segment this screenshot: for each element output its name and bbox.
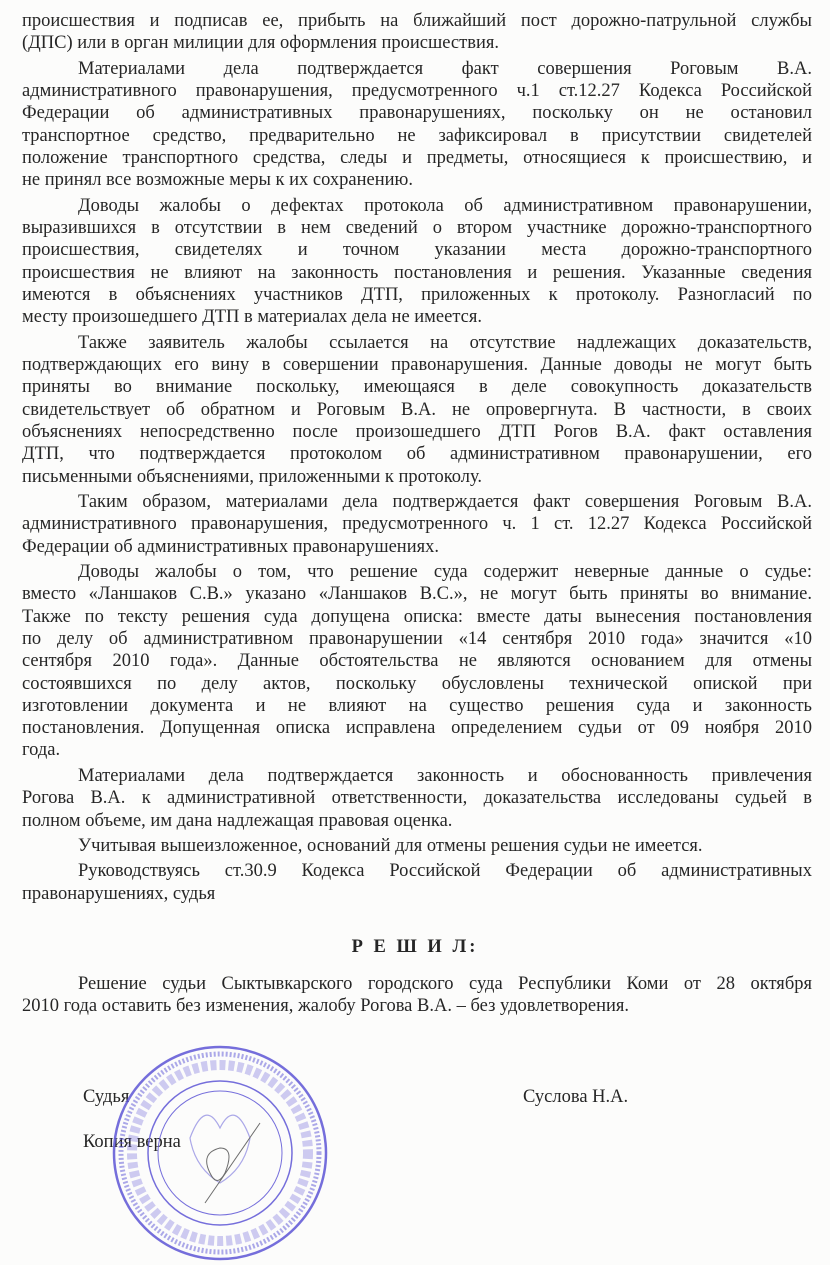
text-line: состоявшихся по делу актов, поскольку обусловлены технической опиской при [22,673,812,694]
text-line-wrap [22,102,812,124]
text-line: Федерации об административных правонарушениях. [22,536,439,557]
text-line: приняты во внимание поскольку, имеющаяся в деле совокупность доказательств [22,377,812,398]
text-line: Материалами дела подтверждается факт совершения Роговым В.А. [78,58,812,79]
text-line-wrap [22,765,812,787]
text-line: полном объеме, им дана надлежащая правовая оценка. [22,810,453,831]
judge-label: Судья [83,1087,130,1107]
text-line-wrap [22,147,812,169]
court-seal-stamp [110,1043,330,1263]
text-line: объяснениях непосредственно после произошедшего ДТП Рогов В.А. факт оставления [22,421,812,442]
text-line-wrap [22,399,812,421]
text-line-wrap [22,583,812,605]
text-line-wrap [22,513,812,535]
signature-scribble [205,1123,260,1203]
text-line: Доводы жалобы о дефектах протокола об административном правонарушении, [78,195,812,216]
text-line-wrap [22,561,812,583]
text-line: происшествия, свидетелях и точном указании места дорожно-транспортного [22,240,812,261]
text-line-wrap [22,860,812,882]
text-line-wrap [22,466,812,488]
text-line-wrap [22,376,812,398]
text-line: не принял все возможные меры к их сохранению. [22,170,413,191]
text-line-wrap [22,32,812,54]
text-line: транспортное средство, предварительно не зафиксировал в присутствии свидетелей [22,125,812,146]
resolution-paragraph [22,973,812,1018]
resolution-line: 2010 года оставить без изменения, жалобу Рогова В.А. – без удовлетворения. [22,996,630,1017]
text-line: года. [22,740,61,761]
text-line: Учитывая вышеизложенное, оснований для отмены решения судьи не имеется. [78,836,703,856]
text-line-wrap [22,787,812,809]
text-line: Руководствуясь ст.30.9 Кодекса Российской Федерации об административных [78,861,812,882]
text-line-wrap [22,354,812,376]
text-line: месту произошедшего ДТП в материалах дела не имеется. [22,307,482,328]
text-line-wrap [22,80,812,102]
text-line: письменными объяснениями, приложенными к протоколу. [22,466,483,487]
text-line: выразившихся в отсутствии в нем сведений о втором участнике дорожно-транспортного [22,218,812,239]
text-line: происшествия не влияют на законность постановления и решения. Указанные сведения [22,262,812,283]
paragraph [22,195,812,329]
text-line: положение транспортного средства, следы и предметы, относящиеся к происшествию, и [22,147,812,168]
resolution-line: Решение судьи Сыктывкарского городского суда Республики Коми от 28 октября [78,974,812,994]
text-line: подтверждающих его вину в совершении правонарушения. Данные доводы не могут быть [22,355,812,376]
text-line: Также по тексту решения суда допущена описка: вместе даты вынесения постановления [22,606,812,627]
text-line-wrap [22,332,812,354]
text-line-wrap [22,125,812,147]
text-line-wrap [22,810,812,832]
paragraph [22,835,812,857]
resolution-line-wrap [22,973,812,995]
text-line: административного правонарушения, предусмотренного ч.1 ст.12.27 Кодекса Российской [22,81,812,102]
text-line: сентября 2010 года». Данные обстоятельства не являются основанием для отмены [22,651,812,672]
text-line-wrap [22,739,812,761]
text-line-wrap [22,536,812,558]
text-line-wrap [22,650,812,672]
text-line-wrap [22,491,812,513]
text-line-wrap [22,284,812,306]
text-line-wrap [22,306,812,328]
text-line-wrap [22,239,812,261]
text-line-wrap [22,169,812,191]
text-line: происшествия и подписав ее, прибыть на ближайший пост дорожно-патрульной службы [22,11,812,31]
text-line: (ДПС) или в орган милиции для оформления происшествия. [22,33,499,54]
text-line-wrap [22,606,812,628]
text-line-wrap [22,628,812,650]
text-line-wrap [22,58,812,80]
text-line: правонарушениях, судья [22,883,216,904]
text-line: Рогова В.А. к административной ответственности, доказательства исследованы судьей в [22,788,812,809]
text-line-wrap [22,717,812,739]
text-line: изготовлении документа и не влияют на существо решения суда и законность [22,695,812,716]
text-line: административного правонарушения, предусмотренного ч. 1 ст. 12.27 Кодекса Российской [22,514,812,535]
text-line: постановления. Допущенная описка исправлена определением судьи от 09 ноября 2010 [22,718,812,739]
text-line-wrap [22,195,812,217]
paragraph [22,332,812,488]
resolution-line-wrap [22,995,812,1017]
paragraph [22,58,812,192]
paragraph [22,10,812,55]
text-line-wrap [22,421,812,443]
text-line: Материалами дела подтверждается законность и обоснованность привлечения [78,765,812,786]
paragraph [22,860,812,905]
text-line: Федерации об административных правонарушениях, поскольку он не остановил [22,103,812,124]
text-line: имеются в объяснениях участников ДТП, приложенных к протоколу. Разногласий по [22,284,812,305]
text-line: вместо «Ланшаков С.В.» указано «Ланшаков В.С.», не могут быть приняты во внимание. [22,584,812,605]
text-line-wrap [22,443,812,465]
text-line-wrap [22,217,812,239]
text-line: по делу об административном правонарушении «14 сентября 2010 года» значится «10 [22,628,812,649]
text-line-wrap [22,695,812,717]
text-line: ДТП, что подтверждается протоколом об административном правонарушении, его [22,444,812,465]
text-line: Доводы жалобы о том, что решение суда содержит неверные данные о судье: [78,562,812,583]
judge-name: Суслова Н.А. [523,1087,629,1107]
text-line: Таким образом, материалами дела подтверждается факт совершения Роговым В.А. [78,491,812,512]
document-body [22,10,812,908]
text-line: свидетельствует об обратном и Роговым В.А. не опровергнута. В частности, в своих [22,399,812,420]
paragraph [22,765,812,832]
paragraph [22,561,812,762]
decision-heading: Р Е Ш И Л: [351,937,479,957]
copy-certified-note: Копия верна [83,1132,181,1152]
text-line-wrap [22,262,812,284]
text-line-wrap [22,10,812,32]
text-line: Также заявитель жалобы ссылается на отсутствие надлежащих доказательств, [78,332,812,353]
text-line-wrap [22,835,812,857]
text-line-wrap [22,673,812,695]
text-line-wrap [22,883,812,905]
paragraph [22,491,812,558]
